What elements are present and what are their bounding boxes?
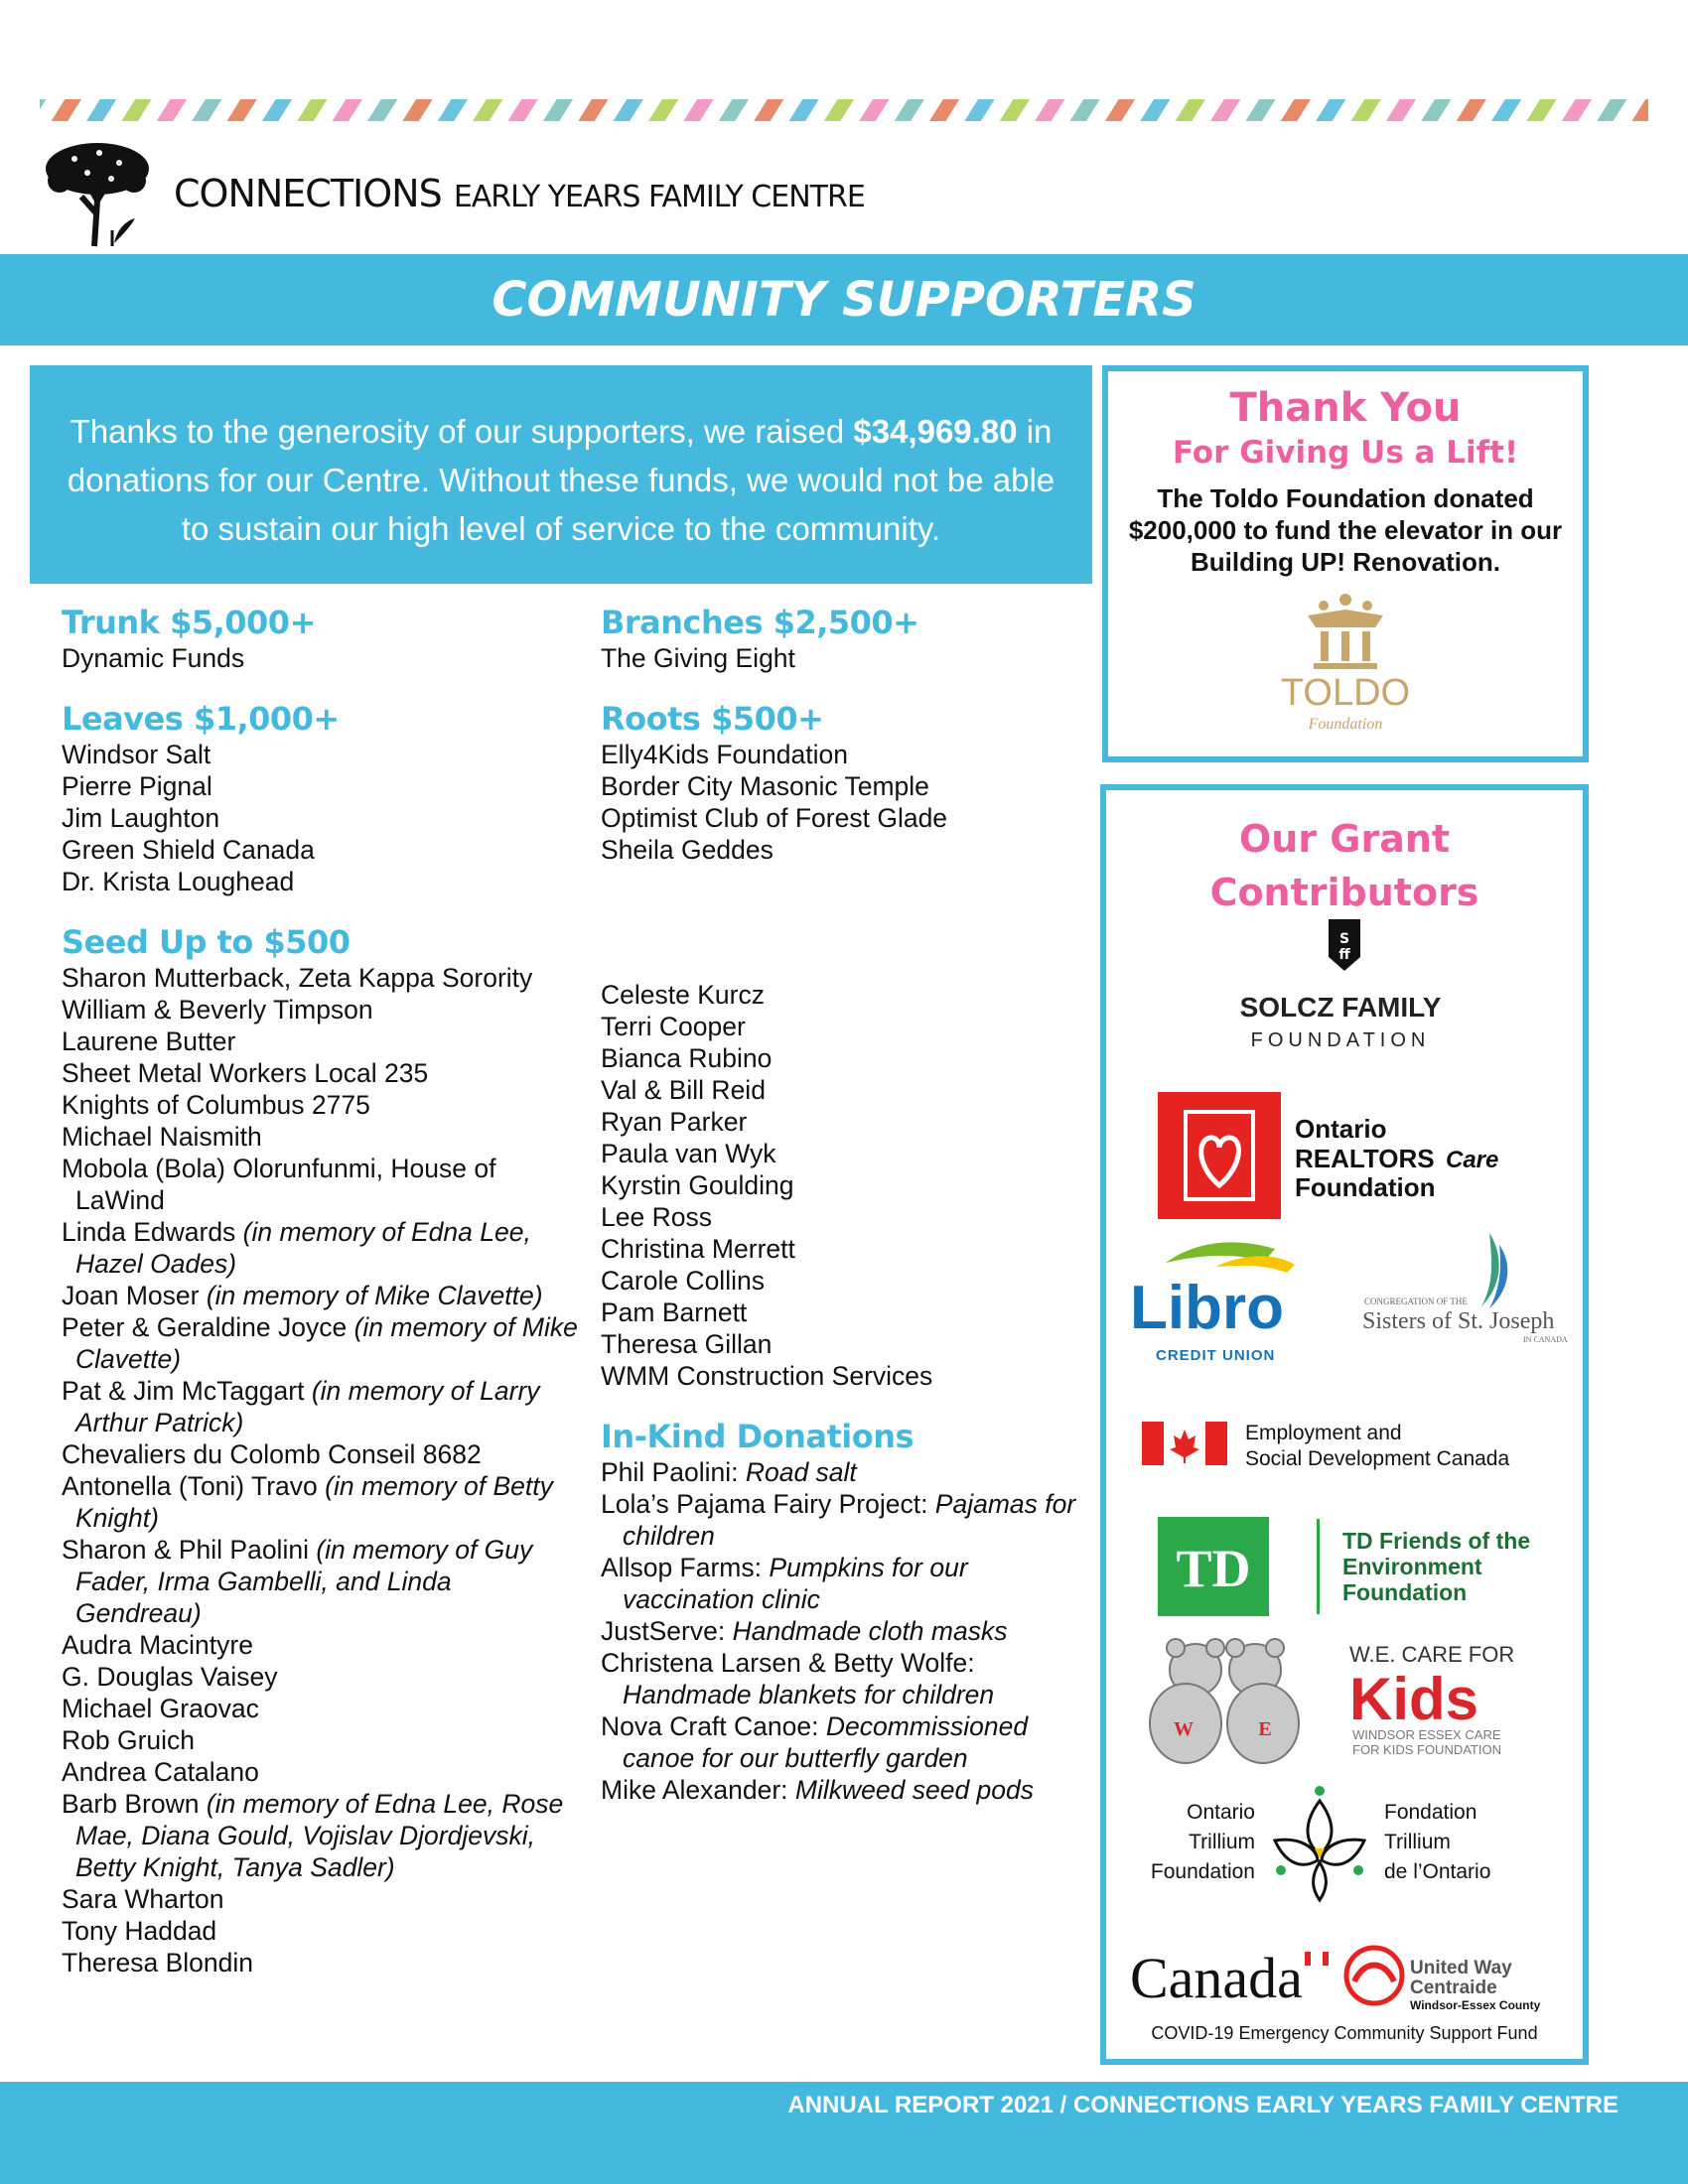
seed-supporter — [62, 1470, 578, 1534]
donation-description: Handmade blankets for children — [623, 1680, 995, 1709]
supporter-name: Audra Macintyre — [62, 1630, 253, 1660]
title-banner — [0, 254, 1688, 345]
seed-supporter — [62, 1724, 578, 1756]
bear-letter-e: E — [1258, 1718, 1272, 1740]
thank-you-subtitle: For Giving Us a Lift! — [1172, 435, 1519, 471]
seed-supporter — [62, 1693, 578, 1724]
we-care-for-kids-logo — [1150, 1639, 1514, 1763]
donor-name: Phil Paolini: — [601, 1457, 746, 1487]
trunk-heading: Trunk $5,000+ — [62, 604, 316, 641]
inkind-donation — [601, 1552, 1097, 1615]
donor-name: Lola’s Pajama Fairy Project: — [601, 1489, 935, 1519]
inkind-heading: In-Kind Donations — [601, 1418, 914, 1455]
svg-text:S: S — [1338, 931, 1350, 947]
libro-name: Libro — [1130, 1274, 1284, 1342]
seed-supporter — [62, 1280, 578, 1311]
supporter-name: Sheet Metal Workers Local 235 — [62, 1058, 429, 1088]
intro-text-b: in donations for our Centre. Without these funds, we would not be able to sustain our high level of service to the community. — [67, 413, 1055, 547]
supporter-name: Theresa Blondin — [62, 1948, 253, 1978]
td-line-1: TD Friends of the — [1342, 1528, 1531, 1554]
supporter-name: Pat & Jim McTaggart — [62, 1376, 312, 1406]
seed-supporter — [62, 1216, 578, 1280]
seed-supporter — [62, 1947, 578, 1979]
supporter-name: Sheila Geddes — [601, 835, 774, 865]
intro-box — [30, 365, 1092, 584]
seed-supporter — [62, 1375, 578, 1438]
seed-supporter — [62, 1756, 578, 1788]
toldo-text: The Toldo Foundation donated $200,000 to fund the elevator in our Building UP! Renovation. — [1128, 483, 1563, 577]
seed-supporter — [62, 1915, 578, 1947]
seed-supporter: Terri Cooper — [601, 1012, 746, 1041]
wecare-line-3: WINDSOR ESSEX CARE — [1352, 1727, 1501, 1742]
seed-supporter — [62, 1025, 578, 1057]
left-column — [62, 603, 578, 2003]
covid-fund-label: COVID-19 Emergency Community Support Fund — [1151, 2023, 1538, 2043]
esdc-logo — [1142, 1422, 1509, 1470]
sisters-line-2: Sisters of St. Joseph — [1362, 1308, 1555, 1334]
memorial-note: (in memory of Guy Fader, Irma Gambelli, and Linda Gendreau) — [75, 1535, 533, 1628]
supporter-name: Border City Masonic Temple — [601, 771, 929, 801]
page-footer — [0, 2082, 1688, 2184]
otf-right-2: Trillium — [1384, 1831, 1451, 1853]
toldo-logo-word: TOLDO — [1280, 672, 1411, 714]
supporter-name: William & Beverly Timpson — [62, 995, 373, 1024]
canada-united-way-logo — [1130, 1946, 1541, 2043]
ontario-trillium-logo — [1151, 1786, 1490, 1900]
seed-supporter — [62, 1089, 578, 1121]
seed-supporter: Lee Ross — [601, 1202, 712, 1232]
grant-contributors-box — [1100, 784, 1589, 2065]
toldo-logo-sub: Foundation — [1308, 716, 1383, 733]
seed-supporter — [62, 1629, 578, 1661]
donation-description: Decommissioned canoe for our butterfly garden — [623, 1711, 1029, 1773]
seed-supporter: Celeste Kurcz — [601, 980, 765, 1010]
memorial-note: (in memory of Larry Arthur Patrick) — [75, 1376, 540, 1437]
supporter-name: Dynamic Funds — [62, 643, 245, 673]
seed-supporter — [62, 962, 578, 994]
roots-heading: Roots $500+ — [601, 700, 824, 738]
thank-you-title: Thank You — [1229, 385, 1462, 431]
grant-title-line-1: Our Grant — [1238, 817, 1451, 861]
esdc-line-1: Employment and — [1245, 1422, 1402, 1444]
solcz-name: SOLCZ FAMILY — [1239, 992, 1442, 1023]
page-title: COMMUNITY SUPPORTERS — [492, 272, 1196, 328]
page-header — [40, 139, 1033, 248]
seed-supporter — [62, 1311, 578, 1375]
united-line-3: Windsor-Essex County — [1410, 1998, 1541, 2012]
sisters-line-3: IN CANADA — [1523, 1335, 1568, 1344]
supporter-name: Rob Gruich — [62, 1725, 196, 1755]
otf-left-3: Foundation — [1150, 1860, 1255, 1883]
inkind-donation — [601, 1456, 1097, 1488]
supporter-name: Joan Moser — [62, 1281, 207, 1310]
inkind-donation — [601, 1488, 1097, 1552]
supporter-name: G. Douglas Vaisey — [62, 1662, 278, 1692]
memorial-note: (in memory of Betty Knight) — [75, 1471, 553, 1533]
libro-sub: CREDIT UNION — [1156, 1347, 1276, 1364]
seed-supporter — [62, 1883, 578, 1915]
libro-logo — [1130, 1242, 1295, 1364]
seed-supporter: Christina Merrett — [601, 1234, 795, 1264]
sisters-st-joseph-logo — [1362, 1233, 1568, 1344]
otf-right-3: de l’Ontario — [1384, 1860, 1491, 1883]
donor-name: Nova Craft Canoe: — [601, 1711, 826, 1741]
supporter-name: Michael Graovac — [62, 1694, 259, 1723]
united-line-2: Centraide — [1410, 1978, 1497, 1998]
seed-supporter: Paula van Wyk — [601, 1139, 776, 1168]
donor-name: Christena Larsen & Betty Wolfe: — [601, 1648, 975, 1678]
svg-text:ff: ff — [1338, 947, 1350, 963]
memorial-note: (in memory of Mike Clavette) — [206, 1281, 543, 1310]
brand-subtitle: EARLY YEARS FAMILY CENTRE — [453, 180, 865, 214]
donation-description: Road salt — [745, 1457, 857, 1487]
td-line-2: Environment — [1342, 1554, 1482, 1579]
solcz-logo — [1240, 919, 1442, 1051]
supporter-name: Elly4Kids Foundation — [601, 740, 848, 769]
orc-care: Care — [1446, 1147, 1499, 1173]
solcz-subname: FOUNDATION — [1250, 1029, 1431, 1051]
seed-supporter: Ryan Parker — [601, 1107, 748, 1137]
supporter-name: Sharon Mutterback, Zeta Kappa Sorority — [62, 963, 533, 993]
seed-supporter: Theresa Gillan — [601, 1329, 773, 1359]
otf-left-2: Trillium — [1189, 1831, 1255, 1853]
supporter-name: The Giving Eight — [601, 643, 795, 673]
grant-logos — [1106, 917, 1583, 2059]
seed-supporter — [62, 1121, 578, 1153]
inkind-donation — [601, 1615, 1097, 1647]
inkind-donation — [601, 1774, 1097, 1806]
supporter-name: Michael Naismith — [62, 1122, 262, 1152]
united-line-1: United Way — [1410, 1958, 1512, 1979]
supporter-name: Optimist Club of Forest Glade — [601, 803, 948, 833]
seed-supporter — [62, 1153, 578, 1216]
orc-line-1: Ontario — [1295, 1114, 1387, 1144]
supporter-name: Jim Laughton — [62, 803, 220, 833]
decorative-stripe-border — [40, 99, 1648, 121]
donation-description: Milkweed seed pods — [794, 1775, 1035, 1805]
seed-supporter — [62, 1788, 578, 1883]
supporter-name: Dr. Krista Loughead — [62, 867, 295, 896]
supporter-name: Sharon & Phil Paolini — [62, 1535, 317, 1565]
otf-left-1: Ontario — [1187, 1801, 1255, 1824]
wecare-line-1: W.E. CARE FOR — [1349, 1642, 1515, 1667]
wecare-kids: Kids — [1349, 1666, 1479, 1732]
seed-supporter — [62, 1661, 578, 1693]
donor-name: JustServe: — [601, 1616, 733, 1646]
td-line-3: Foundation — [1342, 1579, 1468, 1605]
supporter-name: Windsor Salt — [62, 740, 211, 769]
leaves-heading: Leaves $1,000+ — [62, 700, 340, 738]
otf-right-1: Fondation — [1384, 1801, 1477, 1824]
grant-title-line-2: Contributors — [1209, 871, 1479, 914]
middle-column — [601, 603, 1097, 1831]
donor-name: Allsop Farms: — [601, 1553, 770, 1582]
seed-supporter: Pam Barnett — [601, 1297, 748, 1327]
seed-heading: Seed Up to $500 — [62, 923, 351, 961]
td-friends-logo — [1158, 1517, 1530, 1616]
donation-description: Handmade cloth masks — [732, 1616, 1008, 1646]
supporter-name: Antonella (Toni) Travo — [62, 1471, 326, 1501]
seed-supporter: Bianca Rubino — [601, 1043, 773, 1073]
supporter-name: Laurene Butter — [62, 1026, 236, 1056]
supporter-name: Chevaliers du Colomb Conseil 8682 — [62, 1439, 482, 1469]
td-logo-text: TD — [1176, 1539, 1251, 1598]
supporter-name: Barb Brown — [62, 1789, 207, 1819]
bear-letter-w: W — [1174, 1718, 1194, 1740]
donation-description: Pajamas for children — [623, 1489, 1076, 1551]
seed-supporter — [62, 1057, 578, 1089]
memorial-note: (in memory of Mike Clavette) — [75, 1312, 578, 1374]
esdc-line-2: Social Development Canada — [1245, 1447, 1510, 1470]
seed-supporter — [62, 1438, 578, 1470]
seed-supporter: Val & Bill Reid — [601, 1075, 766, 1105]
memorial-note: (in memory of Edna Lee, Rose Mae, Diana Gould, Vojislav Djordjevski, Betty Knight, Tanya Sadler) — [75, 1789, 564, 1882]
toldo-logo — [1266, 588, 1425, 737]
ontario-realtors-care-logo — [1158, 1092, 1498, 1219]
inkind-donation — [601, 1710, 1097, 1774]
supporter-name: Tony Haddad — [62, 1916, 217, 1946]
donor-name: Mike Alexander: — [601, 1775, 795, 1805]
seed-supporter — [62, 1534, 578, 1629]
supporter-name: Andrea Catalano — [62, 1757, 259, 1787]
orc-line-2: REALTORS — [1295, 1144, 1435, 1173]
toldo-thank-you-box — [1102, 365, 1589, 762]
memorial-note: (in memory of Edna Lee, Hazel Oades) — [75, 1217, 531, 1279]
intro-text-a: Thanks to the generosity of our supporters, we raised — [70, 413, 854, 450]
seed-supporter: Kyrstin Goulding — [601, 1170, 794, 1200]
orc-line-3: Foundation — [1295, 1172, 1436, 1202]
branches-heading: Branches $2,500+ — [601, 604, 919, 641]
donation-amount: $34,969.80 — [853, 413, 1018, 450]
canada-wordmark: Canada — [1130, 1946, 1303, 2010]
seed-supporter — [62, 994, 578, 1025]
supporter-name: Mobola (Bola) Olorunfunmi, House of LaWind — [62, 1154, 496, 1215]
supporter-name: Green Shield Canada — [62, 835, 315, 865]
supporter-name: Pierre Pignal — [62, 771, 212, 801]
brand-name: CONNECTIONS — [174, 172, 442, 215]
grant-title — [1106, 812, 1583, 919]
supporter-name: Peter & Geraldine Joyce — [62, 1312, 354, 1342]
wecare-line-4: FOR KIDS FOUNDATION — [1352, 1742, 1501, 1757]
donation-description: Pumpkins for our vaccination clinic — [623, 1553, 968, 1614]
supporter-name: Sara Wharton — [62, 1884, 224, 1914]
supporter-name: Knights of Columbus 2775 — [62, 1090, 370, 1120]
sisters-line-1: CONGREGATION OF THE — [1364, 1297, 1468, 1306]
seed-supporter: Carole Collins — [601, 1266, 765, 1296]
tree-logo-icon — [40, 139, 154, 248]
inkind-donation — [601, 1647, 1097, 1710]
footer-text: ANNUAL REPORT 2021 / CONNECTIONS EARLY YEARS FAMILY CENTRE — [787, 2092, 1618, 2118]
seed-supporter: WMM Construction Services — [601, 1361, 933, 1391]
supporter-name: Linda Edwards — [62, 1217, 243, 1247]
